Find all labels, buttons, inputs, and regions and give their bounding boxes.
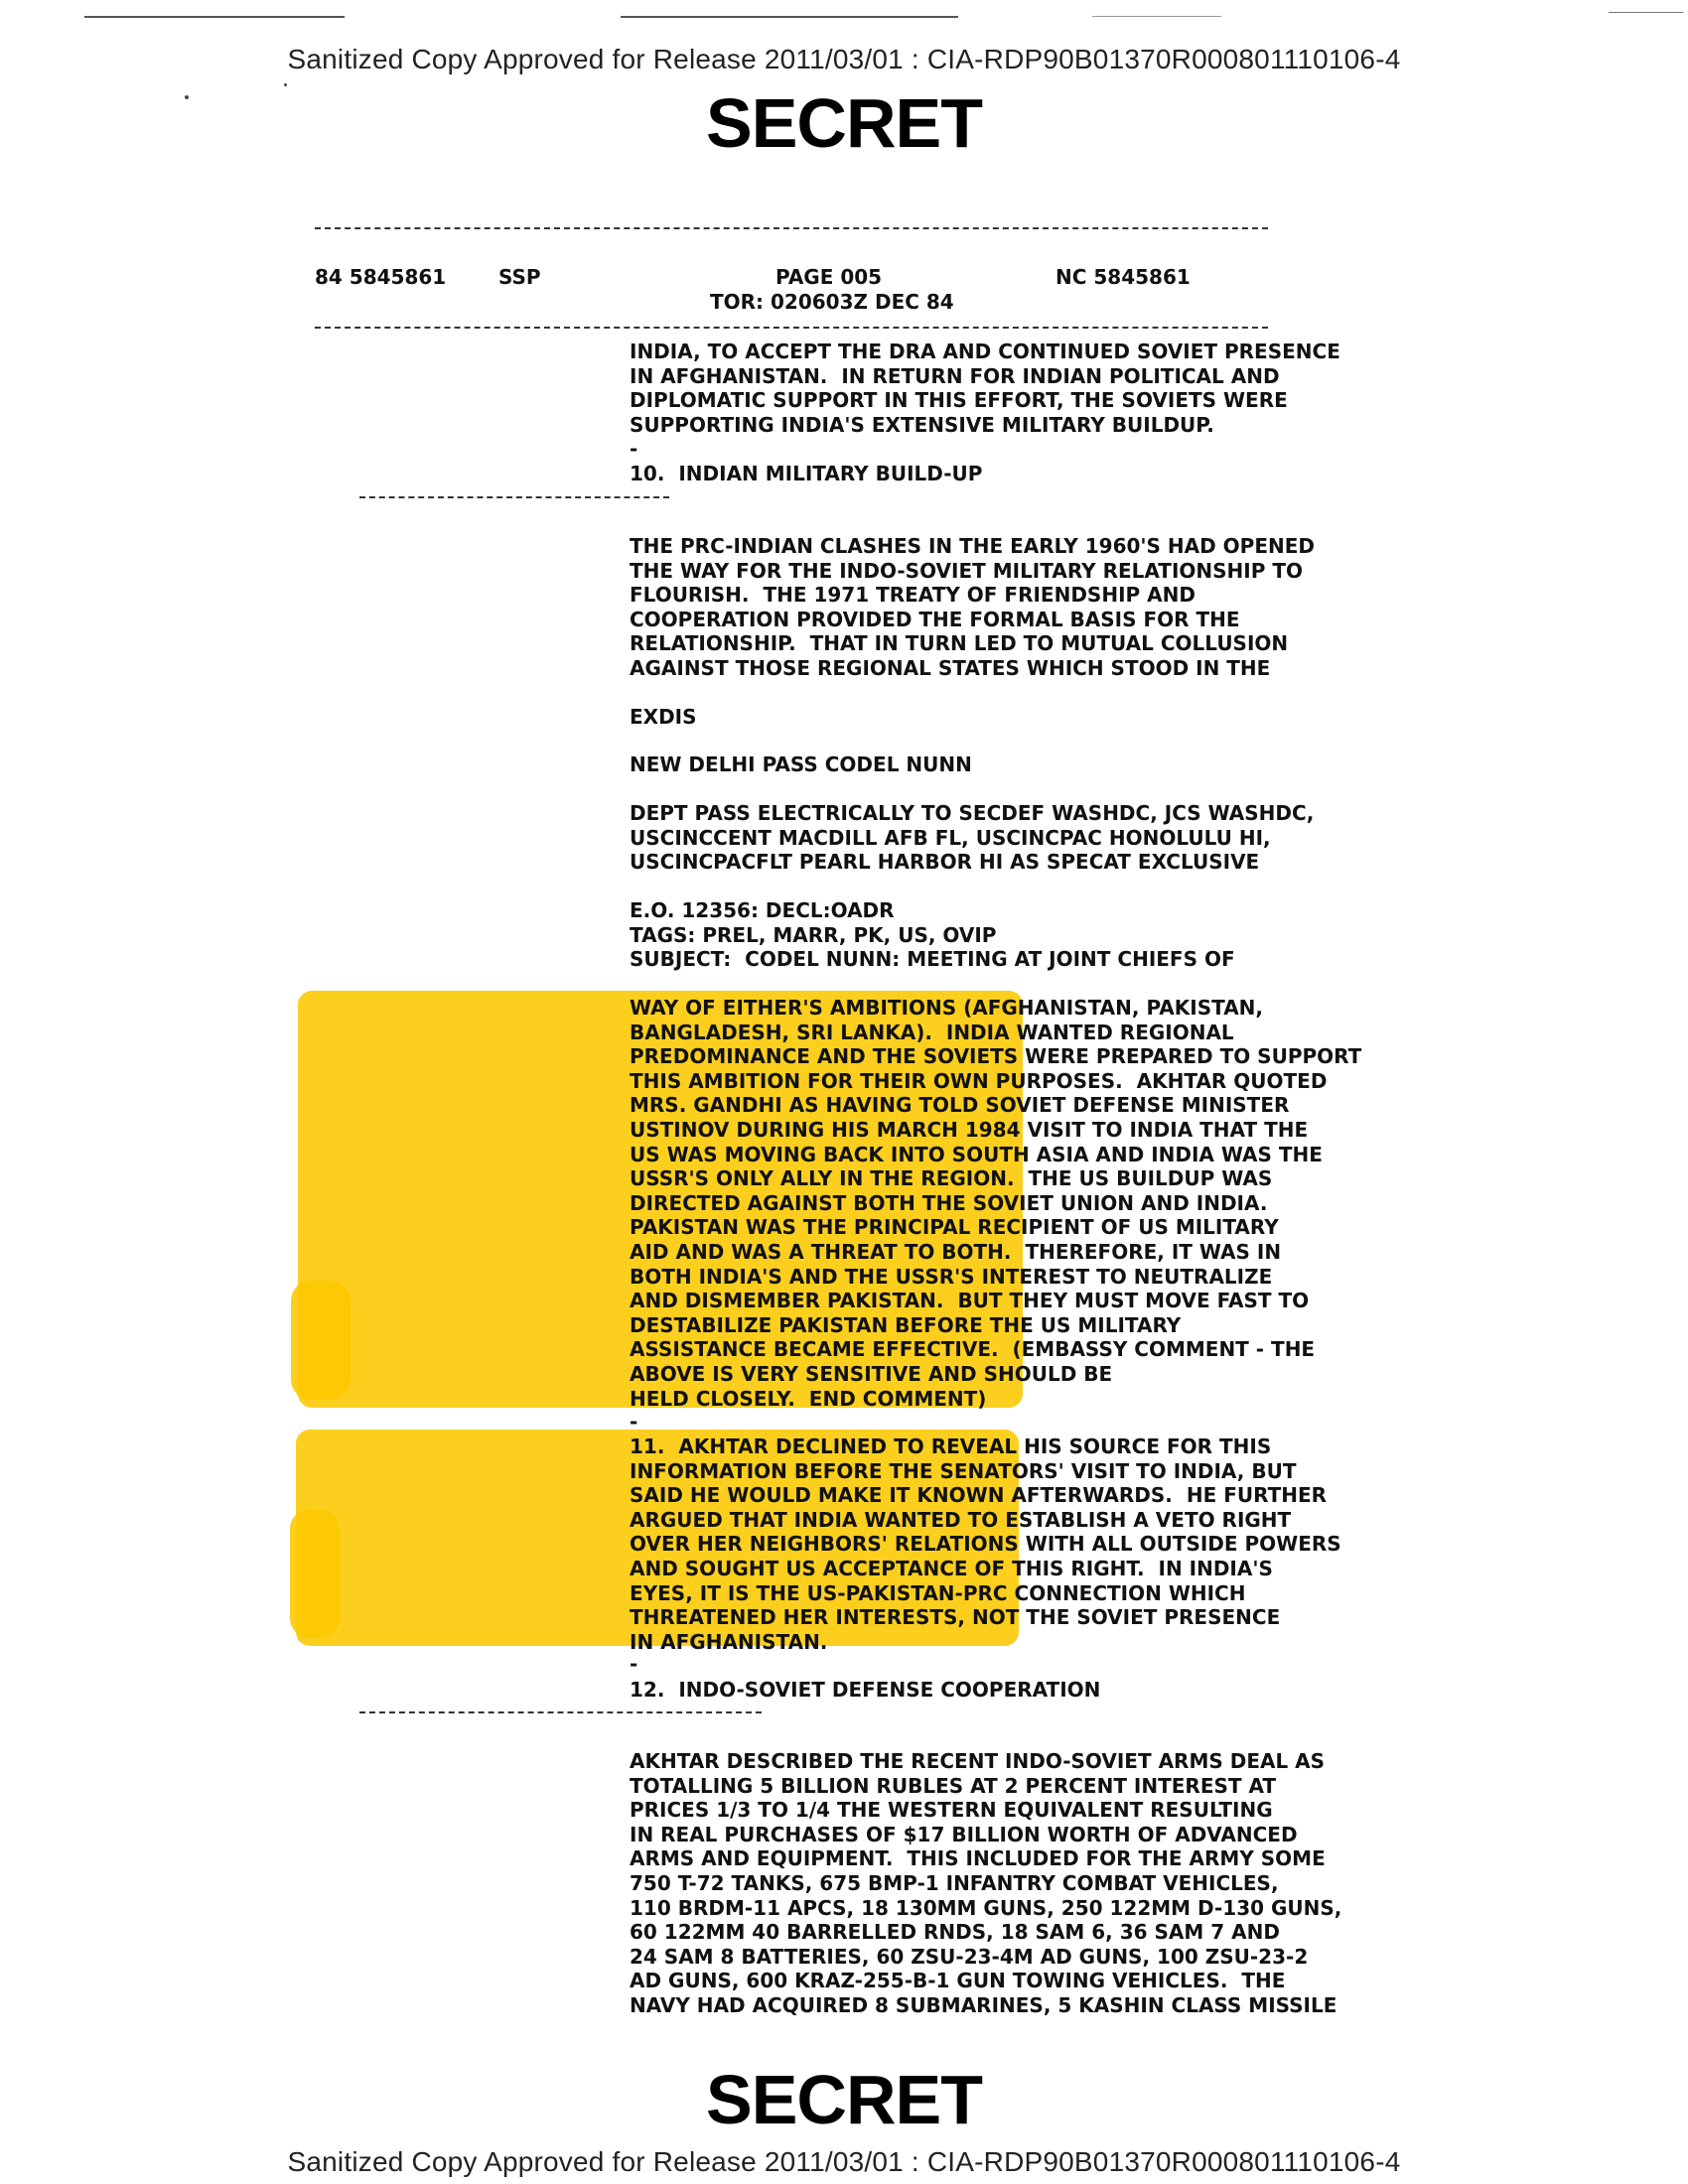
scan-artifact-line <box>621 16 958 18</box>
section-10-underline <box>359 496 669 498</box>
section-12-title: 12. INDO-SOVIET DEFENSE COOPERATION <box>630 1678 1101 1702</box>
header-rule-bottom <box>315 327 1268 329</box>
section-10-title: 10. INDIAN MILITARY BUILD-UP <box>630 462 983 485</box>
classification-bottom: SECRET <box>706 2061 982 2138</box>
separator-dash: - <box>630 1410 638 1433</box>
classification-top: SECRET <box>706 84 982 162</box>
separator-dash: - <box>630 1652 638 1676</box>
release-banner-bottom: Sanitized Copy Approved for Release 2011/03/01 : CIA-RDP90B01370R000801110106-4 <box>287 2146 1401 2177</box>
scan-artifact-line <box>1092 16 1221 17</box>
release-banner-top: Sanitized Copy Approved for Release 2011/03/01 : CIA-RDP90B01370R000801110106-4 <box>287 44 1401 74</box>
separator-dash: - <box>630 437 638 461</box>
channel-code: SSP <box>498 265 541 289</box>
eo-tags-subject: E.O. 12356: DECL:OADR TAGS: PREL, MARR, PK, US, OVIP SUBJECT: CODEL NUNN: MEETING AT JOINT CHIEFS OF <box>630 898 1235 972</box>
scan-artifact-line <box>84 16 345 18</box>
tor-timestamp: TOR: 020603Z DEC 84 <box>710 290 954 314</box>
pass-codel-line: NEW DELHI PASS CODEL NUNN <box>630 752 972 776</box>
header-rule-top <box>315 227 1268 229</box>
scan-artifact-line <box>1609 12 1683 13</box>
intro-paragraph: INDIA, TO ACCEPT THE DRA AND CONTINUED SOVIET PRESENCE IN AFGHANISTAN. IN RETURN FOR INDIAN POLITICAL AND DIPLOMATIC SUPPORT IN THIS EFFORT, THE SOVIETS WERE SUPPORTING INDIA'S EXTENSIVE MILITARY BUILDUP. <box>630 340 1340 437</box>
highlight-mark-2-edge <box>290 1509 340 1638</box>
section-12-underline <box>359 1711 762 1713</box>
highlight-mark-1-edge <box>291 1281 351 1400</box>
distribution-paragraph: DEPT PASS ELECTRICALLY TO SECDEF WASHDC, JCS WASHDC, USCINCCENT MACDILL AFB FL, USCINCPAC HONOLULU HI, USCINCPACFLT PEARL HARBOR HI AS SPECAT EXCLUSIVE <box>630 801 1315 875</box>
highlighted-paragraph-1: WAY OF EITHER'S AMBITIONS (AFGHANISTAN, PAKISTAN, BANGLADESH, SRI LANKA). INDIA WANTED REGIONAL PREDOMINANCE AND THE SOVIETS WERE PREPARED TO SUPPORT THIS AMBITION FOR THEIR OWN PURPOSES. AKHTAR QUOTED MRS. GANDHI AS HAVING TOLD SOVIET DEFENSE MINISTER USTINOV DURING HIS MARCH 1984 VISIT TO INDIA THAT THE US WAS MOVING BACK INTO SOUTH ASIA AND INDIA WAS THE USSR'S ONLY ALLY IN THE REGION. THE US BUILDUP WAS DIRECTED AGAINST BOTH THE SOVIET UNION AND INDIA. PAKISTAN WAS THE PRINCIPAL RECIPIENT OF US MILITARY AID AND WAS A THREAT TO BOTH. THEREFORE, IT WAS IN BOTH INDIA'S AND THE USSR'S INTEREST TO NEUTRALIZE AND DISMEMBER PAKISTAN. BUT THEY MUST MOVE FAST TO DESTABILIZE PAKISTAN BEFORE THE US MILITARY ASSISTANCE BECAME EFFECTIVE. (EMBASSY COMMENT - THE ABOVE IS VERY SENSITIVE AND SHOULD BE HELD CLOSELY. END COMMENT) <box>630 996 1362 1411</box>
exdis-marker: EXDIS <box>630 705 697 729</box>
highlighted-paragraph-2: 11. AKHTAR DECLINED TO REVEAL HIS SOURCE FOR THIS INFORMATION BEFORE THE SENATORS' VISIT TO INDIA, BUT SAID HE WOULD MAKE IT KNOWN AFTERWARDS. HE FURTHER ARGUED THAT INDIA WANTED TO ESTABLISH A VETO RIGHT OVER HER NEIGHBORS' RELATIONS WITH ALL OUTSIDE POWERS AND SOUGHT US ACCEPTANCE OF THIS RIGHT. IN INDIA'S EYES, IT IS THE US-PAKISTAN-PRC CONNECTION WHICH THREATENED HER INTERESTS, NOT THE SOVIET PRESENCE IN AFGHANISTAN. <box>630 1434 1341 1654</box>
page-number: PAGE 005 <box>775 265 883 289</box>
section-12-paragraph: AKHTAR DESCRIBED THE RECENT INDO-SOVIET ARMS DEAL AS TOTALLING 5 BILLION RUBLES AT 2 PERCENT INTEREST AT PRICES 1/3 TO 1/4 THE WESTERN EQUIVALENT RESULTING IN REAL PURCHASES OF $17 BILLION WORTH OF ADVANCED ARMS AND EQUIPMENT. THIS INCLUDED FOR THE ARMY SOME 750 T-72 TANKS, 675 BMP-1 INFANTRY COMBAT VEHICLES, 110 BRDM-11 APCS, 18 130MM GUNS, 250 122MM D-130 GUNS, 60 122MM 40 BARRELLED RNDS, 18 SAM 6, 36 SAM 7 AND 24 SAM 8 BATTERIES, 60 ZSU-23-4M AD GUNS, 100 ZSU-23-2 AD GUNS, 600 KRAZ-255-B-1 GUN TOWING VEHICLES. THE NAVY HAD ACQUIRED 8 SUBMARINES, 5 KASHIN CLASS MISSILE <box>630 1749 1342 2017</box>
section-10-paragraph: THE PRC-INDIAN CLASHES IN THE EARLY 1960'S HAD OPENED THE WAY FOR THE INDO-SOVIET MILITARY RELATIONSHIP TO FLOURISH. THE 1971 TREATY OF FRIENDSHIP AND COOPERATION PROVIDED THE FORMAL BASIS FOR THE RELATIONSHIP. THAT IN TURN LED TO MUTUAL COLLUSION AGAINST THOSE REGIONAL STATES WHICH STOOD IN THE <box>630 534 1315 680</box>
message-number: 84 5845861 <box>315 265 447 289</box>
nc-number: NC 5845861 <box>1055 265 1191 289</box>
